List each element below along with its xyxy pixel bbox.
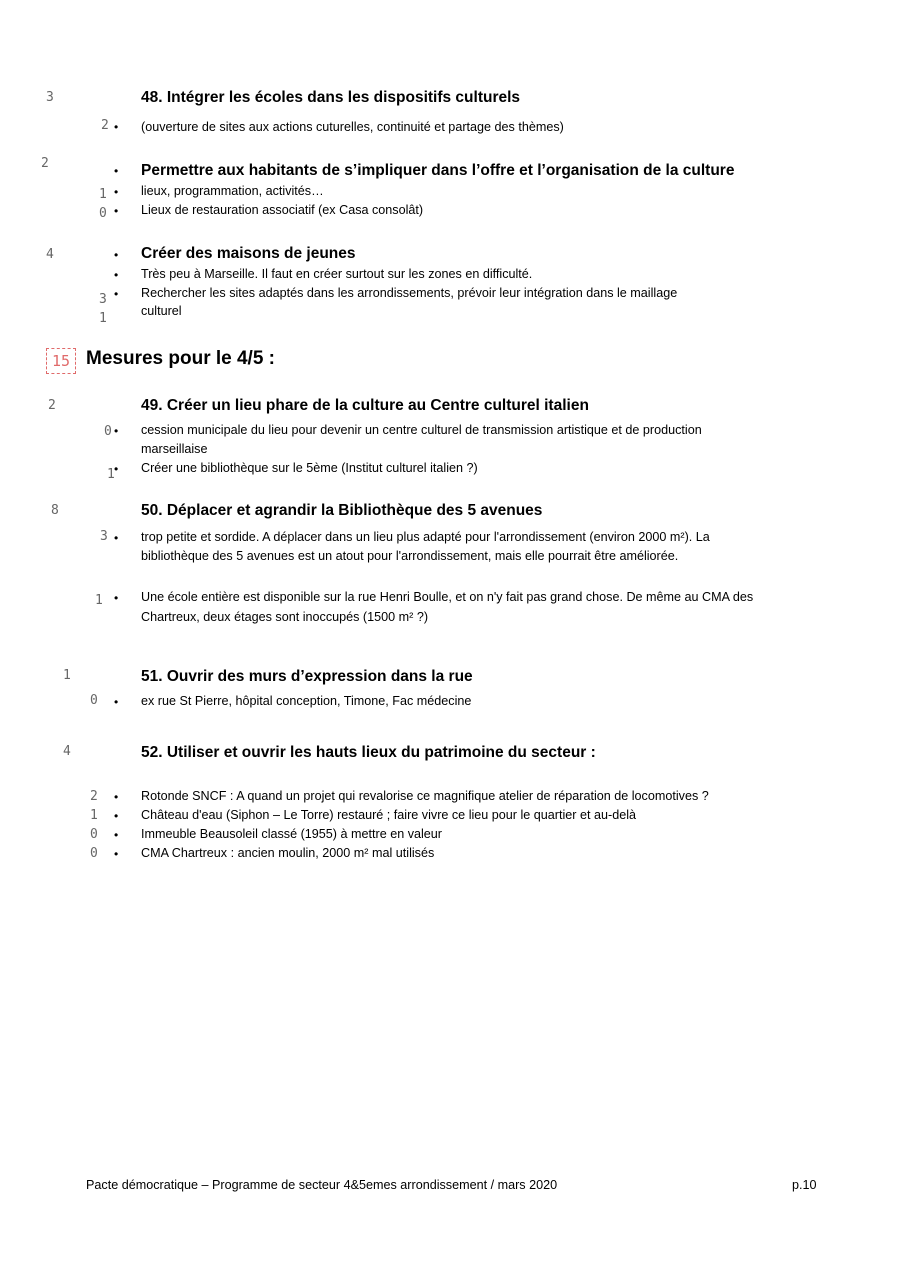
bullet-icon: • — [114, 248, 119, 262]
section-title: Mesures pour le 4/5 : — [86, 348, 276, 369]
bullet-text: Rotonde SNCF : A quand un projet qui revalorise ce magnifique atelier de réparation de locomotives ? — [141, 789, 709, 803]
comment-count: 1 — [63, 668, 71, 683]
measure-heading: 49. Créer un lieu phare de la culture au Centre culturel italien — [141, 397, 589, 414]
comment-count: 1 — [107, 467, 115, 482]
comment-count: 0 — [90, 846, 98, 861]
bullet-icon: • — [114, 847, 119, 861]
comment-count: 4 — [63, 744, 71, 759]
bullet-icon: • — [114, 531, 119, 545]
comment-count: 0 — [104, 424, 112, 439]
measure-heading: 51. Ouvrir des murs d’expression dans la rue — [141, 668, 473, 685]
comment-count: 3 — [46, 90, 54, 105]
comment-count: 4 — [46, 247, 54, 262]
item-heading: Créer des maisons de jeunes — [141, 245, 356, 262]
bullet-icon: • — [114, 204, 119, 218]
comment-count: 1 — [95, 593, 103, 608]
bullet-text-continued: culturel — [141, 304, 182, 318]
bullet-text: Très peu à Marseille. Il faut en créer surtout sur les zones en difficulté. — [141, 267, 533, 281]
bullet-icon: • — [114, 809, 119, 823]
comment-count: 2 — [41, 156, 49, 171]
bullet-icon: • — [114, 287, 119, 301]
comment-count: 2 — [101, 118, 109, 133]
bullet-text: Une école entière est disponible sur la rue Henri Boulle, et on n'y fait pas grand chose. De même au CMA des — [141, 590, 754, 604]
bullet-icon: • — [114, 424, 119, 438]
comment-count: 0 — [90, 827, 98, 842]
comment-count: 2 — [48, 398, 56, 413]
measure-heading: 52. Utiliser et ouvrir les hauts lieux du patrimoine du secteur : — [141, 744, 596, 761]
comment-count: 8 — [51, 503, 59, 518]
bullet-icon: • — [114, 591, 119, 605]
bullet-icon: • — [114, 164, 119, 178]
item-heading: 48. Intégrer les écoles dans les dispositifs culturels — [141, 89, 521, 106]
bullet-text: trop petite et sordide. A déplacer dans un lieu plus adapté pour l'arrondissement (environ 2000 m²). La — [141, 530, 710, 544]
measure-heading: 50. Déplacer et agrandir la Bibliothèque des 5 avenues — [141, 502, 543, 519]
bullet-text: (ouverture de sites aux actions cuturelles, continuité et partage des thèmes) — [141, 120, 564, 134]
bullet-icon: • — [114, 185, 119, 199]
bullet-text: cession municipale du lieu pour devenir un centre culturel de transmission artistique et de production — [141, 423, 702, 437]
comment-count: 2 — [90, 789, 98, 804]
bullet-icon: • — [114, 790, 119, 804]
bullet-text-continued: marseillaise — [141, 442, 208, 456]
comment-count: 0 — [99, 206, 107, 221]
bullet-text-continued: bibliothèque des 5 avenues est un atout pour l'arrondissement, mais elle pourrait être améliorée. — [141, 549, 679, 563]
bullet-text: lieux, programmation, activités… — [141, 184, 324, 198]
bullet-icon: • — [114, 462, 119, 476]
item-heading: Permettre aux habitants de s’impliquer dans l’offre et l’organisation de la culture — [141, 162, 735, 179]
comment-count: 0 — [90, 693, 98, 708]
comment-count: 1 — [90, 808, 98, 823]
bullet-icon: • — [114, 695, 119, 709]
bullet-text: ex rue St Pierre, hôpital conception, Timone, Fac médecine — [141, 694, 472, 708]
bullet-icon: • — [114, 268, 119, 282]
bullet-icon: • — [114, 828, 119, 842]
comment-count-badge[interactable]: 15 — [46, 348, 76, 374]
comment-count: 3 — [99, 292, 107, 307]
bullet-text: Château d'eau (Siphon – Le Torre) restauré ; faire vivre ce lieu pour le quartier et au-delà — [141, 808, 637, 822]
comment-count: 1 — [99, 187, 107, 202]
bullet-icon: • — [114, 120, 119, 134]
comment-count: 3 — [100, 529, 108, 544]
bullet-text: Lieux de restauration associatif (ex Casa consolât) — [141, 203, 424, 217]
comment-count: 1 — [99, 311, 107, 326]
bullet-text: Rechercher les sites adaptés dans les arrondissements, prévoir leur intégration dans le maillage — [141, 286, 678, 300]
page-number: p.10 — [792, 1178, 817, 1192]
bullet-text: CMA Chartreux : ancien moulin, 2000 m² mal utilisés — [141, 846, 435, 860]
bullet-text-continued: Chartreux, deux étages sont inoccupés (1500 m² ?) — [141, 610, 429, 624]
bullet-text: Créer une bibliothèque sur le 5ème (Institut culturel italien ?) — [141, 461, 478, 475]
footer-text: Pacte démocratique – Programme de secteur 4&5emes arrondissement / mars 2020 — [86, 1178, 558, 1192]
bullet-text: Immeuble Beausoleil classé (1955) à mettre en valeur — [141, 827, 443, 841]
